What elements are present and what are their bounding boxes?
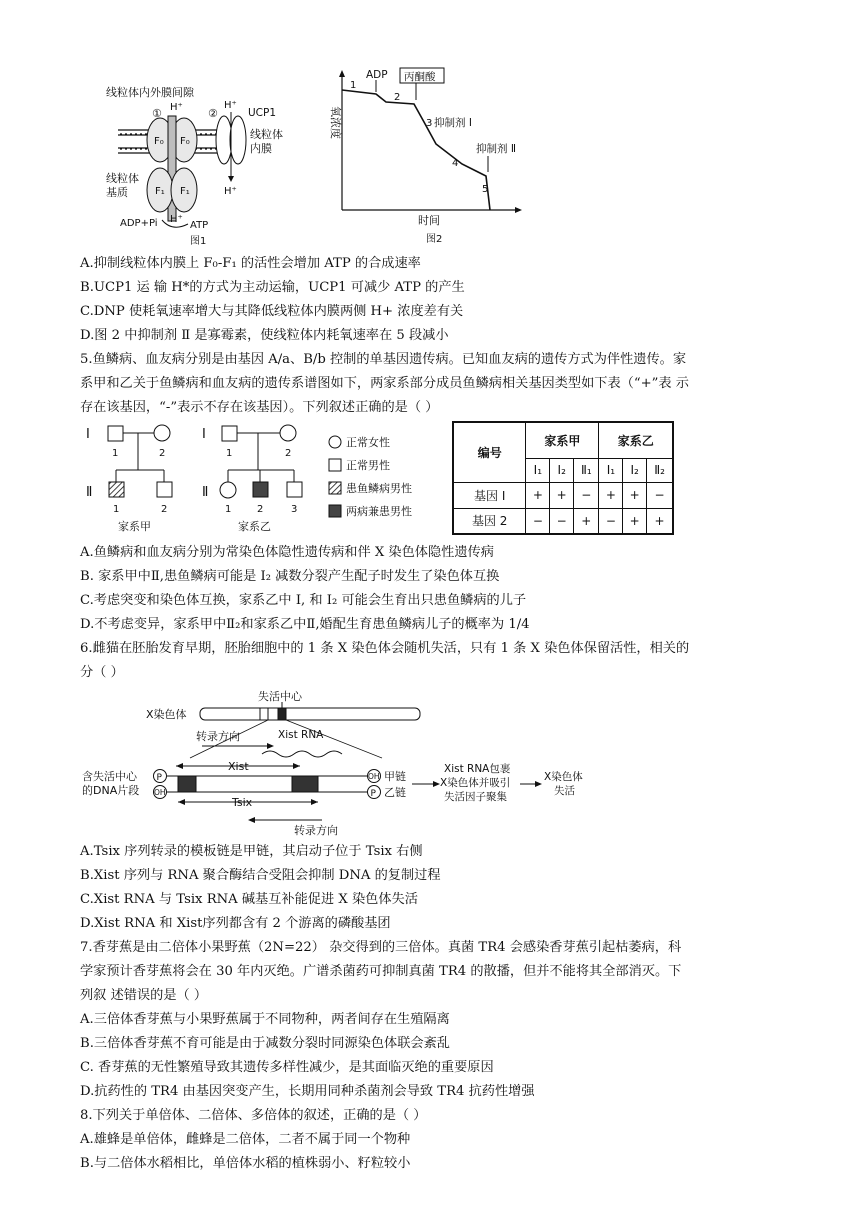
gene-table <box>452 421 674 535</box>
fig1-caption: 图1 <box>190 236 207 247</box>
family-b-ii2-both-male <box>253 482 268 497</box>
f0-label-left: F₀ <box>154 136 164 147</box>
inhibitor-2-label: 抑制剂 Ⅱ <box>476 143 517 155</box>
q7-option-a: A.三倍体香芽蕉与小果野蕉属于不同物种，两者间存在生殖隔离 <box>80 1012 450 1027</box>
table-sub-header: Ⅰ₂ <box>623 458 647 482</box>
inhibitor-1-label: 抑制剂 Ⅰ <box>434 117 472 129</box>
q8-stem: 8.下列关于单倍体、二倍体、多倍体的叙述，正确的是（ ） <box>80 1108 427 1123</box>
family-b-ii2-number: 2 <box>257 504 264 515</box>
family-a-label: 家系甲 <box>118 520 151 533</box>
table-cell: + <box>526 482 550 508</box>
q6-option-c: C.Xist RNA 与 Tsix RNA 碱基互补能促进 X 染色体失活 <box>80 892 418 907</box>
table-sub-header: Ⅱ₂ <box>647 458 673 482</box>
dna-fragment-label-1: 含失活中心 <box>82 770 137 783</box>
q4-option-c: C.DNP 使耗氧速率增大与其降低线粒体内膜两侧 H+ 浓度差有关 <box>80 304 464 319</box>
pyruvate-label: 丙酮酸 <box>404 71 436 83</box>
q7-stem-line-1: 7.香芽蕉是由二倍体小果野蕉（2N=22） 杂交得到的三倍体。真菌 TR4 会感染香芽蕉引起枯萎病，科 <box>80 940 682 955</box>
family-b-i2-female <box>280 425 296 441</box>
atp-label: ATP <box>190 220 209 231</box>
family-a-i2-female <box>154 425 170 441</box>
table-cell: − <box>599 508 623 534</box>
family-a-i1-male <box>108 426 123 441</box>
legend-male: 正常男性 <box>346 459 390 472</box>
q5-option-a: A.鱼鳞病和血友病分别为常染色体隐性遗传病和伴 X 染色体隐性遗传病 <box>80 545 494 560</box>
ucp1-label: UCP1 <box>248 107 277 119</box>
atp-synthase <box>147 116 197 221</box>
f1-label-right: F₁ <box>180 186 190 197</box>
legend-both-icon <box>329 505 341 517</box>
table-cell: + <box>574 508 599 534</box>
family-a-ii1-number: 1 <box>113 504 120 515</box>
fig2-xlabel: 时间 <box>418 214 440 227</box>
legend-fish: 患鱼鳞病男性 <box>346 482 412 495</box>
gen-2-label-a: Ⅱ <box>86 485 93 500</box>
segment-1: 1 <box>350 80 357 91</box>
q4-option-d: D.图 2 中抑制剂 Ⅱ 是寡霉素，使线粒体内耗氧速率在 5 段减小 <box>80 328 449 343</box>
marker-2: ② <box>208 107 218 120</box>
q6-option-a: A.Tsix 序列转录的模板链是甲链，其启动子位于 Tsix 右侧 <box>80 844 423 859</box>
q7-option-d: D.抗药性的 TR4 由基因突变产生，长期用同种杀菌剂会导致 TR4 抗药性增强 <box>80 1084 535 1099</box>
figure-1-mitochondria <box>100 72 320 250</box>
gen-1-label-b: Ⅰ <box>202 427 206 442</box>
family-a-i2-number: 2 <box>159 448 166 459</box>
xist-segment-label: Xist <box>228 760 249 773</box>
q5-option-c: C.考虑突变和染色体互换，家系乙中 I, 和 I₂ 可能会生育出只患鱼鳞病的儿子 <box>80 593 527 608</box>
q4-option-a: A.抑制线粒体内膜上 F₀-F₁ 的活性会增加 ATP 的合成速率 <box>80 256 421 271</box>
legend-female-icon <box>329 436 341 448</box>
family-b-ii3-male <box>287 482 302 497</box>
figure-2-oxygen-curve <box>318 66 550 250</box>
family-a-ii2-male <box>157 482 172 497</box>
q5-stem-line-1: 5.鱼鳞病、血友病分别是由基因 A/a、B/b 控制的单基因遗传病。已知血友病的遗传方式为伴性遗传。家 <box>80 352 687 367</box>
f1-label-left: F₁ <box>155 186 165 197</box>
tsix-segment-label: Tsix <box>232 796 253 809</box>
family-a-ii2-number: 2 <box>161 504 168 515</box>
table-cell: + <box>623 482 647 508</box>
table-sub-header: Ⅰ₁ <box>526 458 550 482</box>
legend-both: 两病兼患男性 <box>346 505 412 518</box>
segment-3: 3 <box>426 118 433 129</box>
q7-option-b: B.三倍体香芽蕉不育可能是由于减数分裂时同源染色体联会紊乱 <box>80 1036 450 1051</box>
hydroxyl-right: OH <box>368 772 380 781</box>
table-cell: + <box>647 508 673 534</box>
q5-stem-line-2: 系甲和乙关于鱼鳞病和血友病的遗传系谱图如下，两家系部分成员鱼鳞病相关基因类型如下表（“+”表 示 <box>80 376 689 391</box>
result-line-1: X染色体 <box>544 771 583 783</box>
family-a-i1-number: 1 <box>112 448 119 459</box>
inactivation-center-label: 失活中心 <box>258 690 302 703</box>
table-cell: − <box>526 508 550 534</box>
h-ion-side: H⁺ <box>224 186 237 197</box>
segment-5: 5 <box>482 184 489 195</box>
legend-male-icon <box>329 459 341 471</box>
q8-option-a: A.雄蜂是单倍体，雌蜂是二倍体，二者不属于同一个物种 <box>80 1132 411 1147</box>
q5-stem-line-3: 存在该基因，“-”表示不存在该基因）。下列叙述正确的是（ ） <box>80 400 439 415</box>
q8-option-b: B.与二倍体水稻相比，单倍体水稻的植株弱小、籽粒较小 <box>80 1156 411 1171</box>
legend-female: 正常女性 <box>346 436 390 449</box>
gen-1-label-a: Ⅰ <box>86 427 90 442</box>
table-sub-header: Ⅰ₁ <box>599 458 623 482</box>
promoter-right <box>292 776 318 792</box>
table-sub-header: Ⅱ₁ <box>574 458 599 482</box>
adp-label: ADP <box>366 69 388 81</box>
adp-pi-label: ADP+Pi <box>120 218 158 229</box>
f0-label-right: F₀ <box>180 136 190 147</box>
mechanism-line-3: 失活因子聚集 <box>444 791 507 803</box>
inner-membrane-label-2: 内膜 <box>250 142 272 155</box>
xist-rna-label: Xist RNA <box>278 729 324 741</box>
q7-option-c: C. 香芽蕉的无性繁殖导致其遗传多样性减少，是其面临灭绝的重要原因 <box>80 1060 494 1075</box>
phosphate-right: P <box>370 789 376 799</box>
promoter-left <box>178 776 196 792</box>
table-header-family-a: 家系甲 <box>526 422 599 458</box>
table-cell: − <box>574 482 599 508</box>
marker-1: ① <box>152 107 162 120</box>
q7-stem-line-3: 列叙 述错误的是（ ） <box>80 988 208 1003</box>
oxygen-curve <box>342 90 490 210</box>
h-ion-top-2: H⁺ <box>224 100 237 111</box>
matrix-label-2: 基质 <box>106 186 128 199</box>
q6-stem-line-2: 分（ ） <box>80 665 124 680</box>
family-b-ii3-number: 3 <box>291 504 298 515</box>
transcription-direction-top: 转录方向 <box>196 730 240 743</box>
family-b-label: 家系乙 <box>238 520 271 533</box>
family-b-i2-number: 2 <box>285 448 292 459</box>
phosphate-left: P <box>156 773 162 783</box>
family-b-ii1-number: 1 <box>225 504 232 515</box>
q6-option-d: D.Xist RNA 和 Xist序列都含有 2 个游离的磷酸基团 <box>80 916 391 931</box>
strand-a-label: 甲链 <box>384 770 406 783</box>
table-row <box>453 508 673 534</box>
table-cell: + <box>550 482 574 508</box>
fig2-ylabel: 氧浓度 <box>329 106 342 139</box>
x-inactivation-diagram <box>82 688 602 838</box>
h-ion-bottom: H⁺ <box>170 214 183 225</box>
family-b-i1-male <box>222 426 237 441</box>
h-ion-top-1: H⁺ <box>170 102 183 113</box>
q7-stem-line-2: 学家预计香芽蕉将会在 30 年内灭绝。广谱杀菌药可抑制真菌 TR4 的散播，但并不能将其全部消灭。下 <box>80 964 682 979</box>
table-cell: − <box>647 482 673 508</box>
segment-4: 4 <box>452 158 459 169</box>
q5-option-b: B. 家系甲中Ⅱ,患鱼鳞病可能是 I₂ 减数分裂产生配子时发生了染色体互换 <box>80 569 500 584</box>
dna-fragment-label-2: 的DNA片段 <box>82 784 140 797</box>
ucp1-protein <box>216 112 246 182</box>
hydroxyl-left: OH <box>154 788 166 797</box>
x-chromosome-label: X染色体 <box>146 708 187 721</box>
table-header-id: 编号 <box>453 422 526 482</box>
mechanism-line-2: X染色体并吸引 <box>440 777 511 789</box>
table-sub-header: Ⅰ₂ <box>550 458 574 482</box>
table-cell: + <box>623 508 647 534</box>
segment-2: 2 <box>394 92 401 103</box>
legend-fish-icon <box>329 482 341 494</box>
result-line-2: 失活 <box>554 785 575 797</box>
fig2-caption: 图2 <box>426 234 443 245</box>
table-row-label: 基因 2 <box>453 508 526 534</box>
q4-option-b: B.UCP1 运 输 H*的方式为主动运输，UCP1 可减少 ATP 的产生 <box>80 280 465 295</box>
family-b-ii1-female <box>220 482 236 498</box>
table-row-label: 基因 Ⅰ <box>453 482 526 508</box>
pedigree-chart <box>82 420 432 538</box>
table-cell: − <box>550 508 574 534</box>
fig1-space-label: 线粒体内外膜间隙 <box>106 86 194 99</box>
matrix-label-1: 线粒体 <box>106 172 139 185</box>
mechanism-line-1: Xist RNA包裹 <box>444 763 511 775</box>
q6-option-b: B.Xist 序列与 RNA 聚合酶结合受阻会抑制 DNA 的复制过程 <box>80 868 441 883</box>
gen-2-label-b: Ⅱ <box>202 485 209 500</box>
family-a-ii1-fish-male <box>109 482 124 497</box>
x-chromosome-bar <box>200 708 420 720</box>
table-cell: + <box>599 482 623 508</box>
xist-rna-strand <box>262 751 342 757</box>
q5-option-d: D.不考虑变异，家系甲中Ⅱ₂和家系乙中Ⅱ,婚配生育患鱼鳞病儿子的概率为 1/4 <box>80 617 530 632</box>
q6-stem-line-1: 6.雌猫在胚胎发育早期，胚胎细胞中的 1 条 X 染色体会随机失活，只有 1 条 X 染色体保留活性，相关的 <box>80 641 690 656</box>
table-header-family-b: 家系乙 <box>599 422 673 458</box>
table-row <box>453 482 673 508</box>
family-b-i1-number: 1 <box>226 448 233 459</box>
inner-membrane-label-1: 线粒体 <box>250 128 283 141</box>
strand-b-label: 乙链 <box>384 786 406 799</box>
transcription-direction-bottom: 转录方向 <box>294 824 338 837</box>
